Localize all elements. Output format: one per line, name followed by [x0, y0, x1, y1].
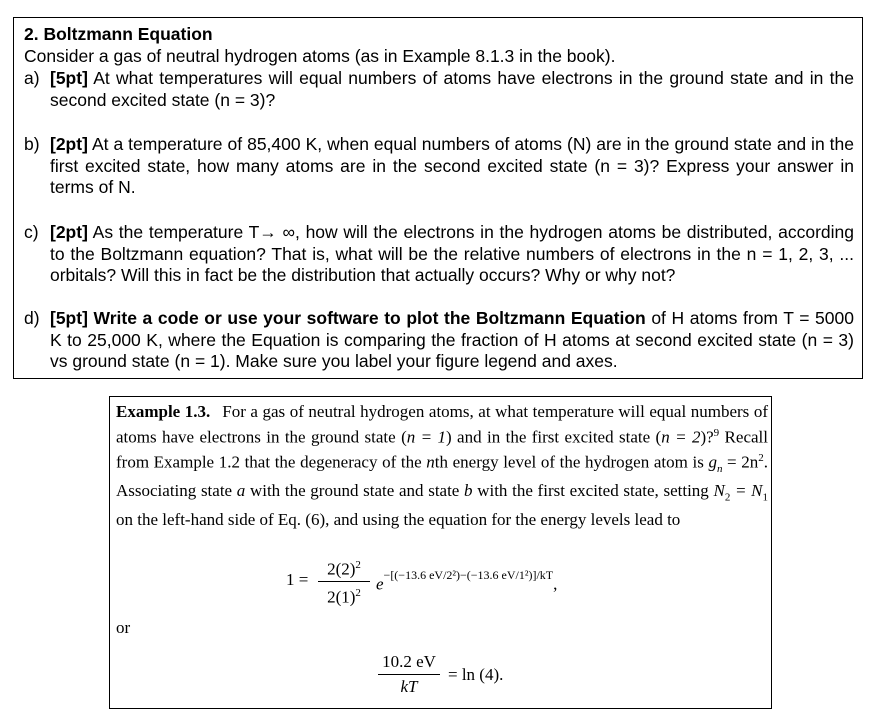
math-N2-sub: 2 — [724, 491, 731, 504]
example-text: Recall from Example 1.2 that the degeneracy of the — [116, 427, 768, 472]
eq2-numerator: 10.2 eV — [382, 652, 436, 671]
example-text: with the first excited state, setting — [472, 481, 714, 501]
example-text: For a gas of neutral hydrogen atoms, at what temperature will equal numbers of atoms have electrons in the ground state ( — [116, 402, 768, 447]
question-label: a) — [24, 68, 40, 88]
math-g: g — [708, 452, 717, 472]
or-label: or — [116, 618, 131, 637]
example-text: . Associating state — [116, 452, 769, 501]
math-N1-sub: 1 — [762, 491, 768, 504]
example-text: th energy level of the hydrogen atom is — [434, 452, 709, 472]
question-label: c) — [24, 222, 39, 242]
equation-1 — [286, 555, 646, 605]
eq2-rhs: = ln (4). — [448, 665, 504, 684]
eq1-end: , — [553, 574, 558, 594]
question-text: As the temperature T→ ∞, how will the electrons in the hydrogen atoms be distributed, according to the Boltzmann equation? That is, what will be the relative numbers of electrons in the n = 1, 2, 3, ... orbitals? Will this in fact be the distribution that actually occurs? Why or why not? — [50, 222, 854, 285]
example-text: ) and in the first excited state ( — [446, 427, 662, 447]
problem-intro: Consider a gas of neutral hydrogen atoms (as in Example 8.1.3 in the book). — [24, 46, 616, 66]
eq1-fraction: $2(2)^2$ $2(1)^2$ — [318, 555, 370, 608]
math-N1: = N — [730, 481, 763, 501]
question-points: [5pt] — [50, 68, 88, 88]
question-label: b) — [24, 134, 40, 154]
eq2-denominator: kT — [400, 676, 418, 696]
question-text: At what temperatures will equal numbers of atoms have electrons in the ground state and in the second excited state (n = 3)? — [50, 68, 854, 110]
problem-title: 2. Boltzmann Equation — [24, 24, 213, 44]
eq1-numerator: 2(2) — [327, 559, 356, 579]
eq1-denominator: 2(1) — [327, 587, 356, 607]
math-n: n — [426, 452, 435, 472]
example-text: )? — [700, 427, 714, 447]
example-text: with the ground state and state — [245, 481, 465, 501]
footnote-marker: 9 — [713, 426, 720, 439]
math-a: a — [236, 481, 246, 501]
equation-2 — [378, 651, 578, 701]
math-b: b — [464, 481, 473, 501]
question-bold-text: Write a code or use your software to plot the Boltzmann Equation — [93, 308, 646, 328]
eq1-lhs: 1 = — [286, 570, 309, 589]
example-text: on the left-hand side of Eq. (6), and using the equation for the energy levels lead to — [116, 510, 681, 530]
example-paragraph: Example 1.3. For a gas of neutral hydrogen atoms, at what temperature will equal numbers of atoms have electrons in the ground state (n = 1) and in the first excited state (n = 2)?$^9$ Recall from Example 1.2 that the degeneracy of the nth energy level of the hydrogen atom is $g_n = 2n^2$. Associating state a with the ground state and state b with the first excited state, setting $N_2 = N_1$ on the left-hand side of Eq. (6), and using the equation for the energy levels lead to — [116, 402, 769, 530]
example-heading: Example 1.3. — [116, 402, 211, 421]
math-n2: n = 2 — [661, 427, 701, 447]
math-g-sub: n — [716, 462, 723, 475]
question-points: [5pt] — [50, 308, 88, 328]
question-points: [2pt] — [50, 134, 88, 154]
eq2-fraction — [378, 651, 440, 697]
math-N2: N — [713, 481, 725, 501]
question-text: of H atoms from T = 5000 K to 25,000 K, where the Equation is comparing the fraction of H atoms at second excited state (n = 3) vs ground state (n = 1). Make sure you label your figure legend and axes. — [50, 308, 854, 371]
question-points: [2pt] — [50, 222, 88, 242]
eq1-exponent: −[(−13.6 eV/2²)−(−13.6 eV/1²)]/kT — [383, 568, 554, 582]
question-label: d) — [24, 308, 40, 328]
problem-box — [13, 17, 863, 379]
math-n1: n = 1 — [406, 427, 446, 447]
eq1-e: e — [376, 574, 384, 594]
example-box — [109, 396, 772, 709]
question-text: At a temperature of 85,400 K, when equal numbers of atoms (N) are in the ground state and in the first excited state, how many atoms are in the second excited state (n = 3)? Express your answer in terms of N. — [50, 134, 854, 197]
math-gn-rhs: = 2n — [722, 452, 759, 472]
